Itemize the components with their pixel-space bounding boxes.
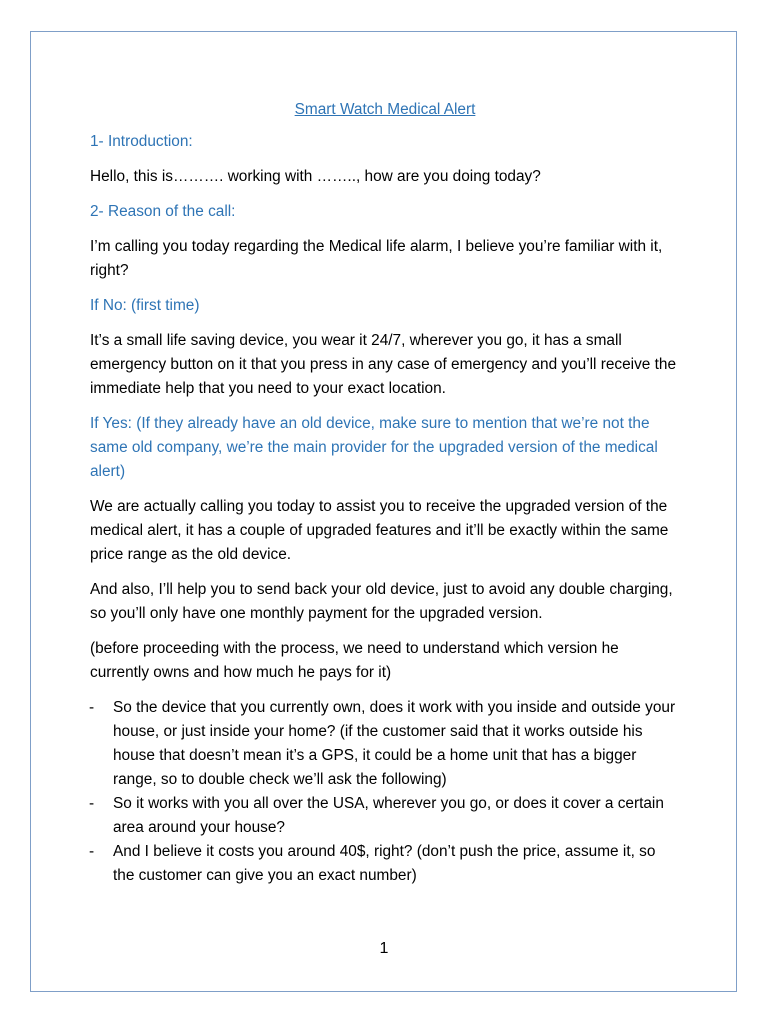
bullet-dash: -: [89, 843, 95, 860]
document-body: [90, 98, 680, 888]
if-no-paragraph: It’s a small life saving device, you wear it 24/7, wherever you go, it has a small emergency button on it that you press in any case of emergency and you’ll receive the immediate help that you need to your exact location.: [90, 332, 677, 397]
list-item: [90, 840, 680, 888]
send-back-paragraph: And also, I’ll help you to send back your old device, just to avoid any double charging, so you’ll only have one monthly payment for the upgraded version.: [90, 581, 673, 622]
intro-paragraph: Hello, this is………. working with …….., how are you doing today?: [90, 168, 541, 185]
bullet-dash: -: [89, 699, 95, 716]
list-item-text: And I believe it costs you around 40$, right? (don’t push the price, assume it, so the customer can give you an exact number): [113, 843, 656, 884]
list-item: [90, 696, 680, 792]
if-no-heading: If No: (first time): [90, 297, 200, 314]
upgrade-paragraph: We are actually calling you today to assist you to receive the upgraded version of the medical alert, it has a couple of upgraded features and it’ll be exactly within the same price range as the old device.: [90, 498, 669, 563]
page-number: 1: [379, 940, 389, 957]
list-item: [90, 792, 680, 840]
list-item-text: So it works with you all over the USA, wherever you go, or does it cover a certain area around your house?: [113, 795, 664, 836]
reason-paragraph: I’m calling you today regarding the Medical life alarm, I believe you’re familiar with it, right?: [90, 238, 663, 279]
section-heading-introduction: 1- Introduction:: [90, 133, 193, 150]
before-proceeding-paragraph: (before proceeding with the process, we need to understand which version he currently owns and how much he pays for it): [90, 640, 619, 681]
document-title: Smart Watch Medical Alert: [294, 101, 476, 118]
list-item-text: So the device that you currently own, does it work with you inside and outside your house, or just inside your home? (if the customer said that it works outside his house that doesn’t mean it’s a GPS, it could be a home unit that has a bigger range, so to double check we’ll ask the following): [113, 699, 676, 788]
if-yes-heading: If Yes: (If they already have an old device, make sure to mention that we’re not the same old company, we’re the main provider for the upgraded version of the medical alert): [90, 415, 658, 480]
section-heading-reason: 2- Reason of the call:: [90, 203, 236, 220]
bullet-dash: -: [89, 795, 95, 812]
question-list: [90, 696, 680, 888]
